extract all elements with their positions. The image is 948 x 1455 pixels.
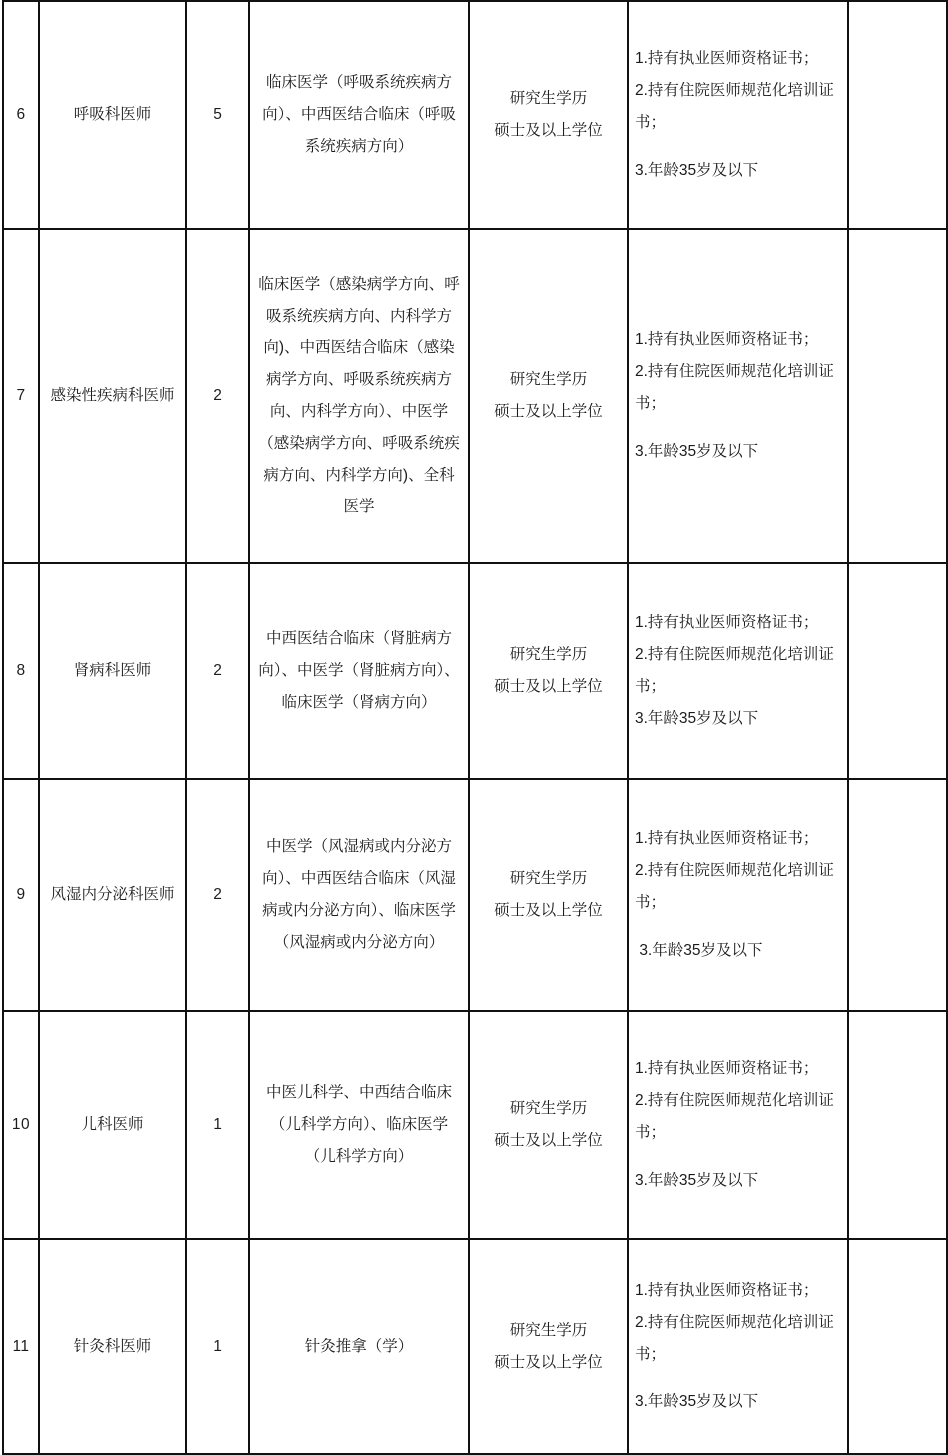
table-row xyxy=(3,1239,947,1454)
condition-item-1: 1.持有执业医师资格证书； xyxy=(635,830,819,848)
table-row xyxy=(3,563,947,779)
position-count: 2 xyxy=(186,563,249,779)
remark xyxy=(848,229,947,563)
education-requirement: 研究生学历 硕士及以上学位 xyxy=(469,779,628,1011)
position-count: 2 xyxy=(186,779,249,1011)
condition-spacer xyxy=(635,1370,841,1386)
position-name: 儿科医师 xyxy=(39,1011,186,1239)
condition-item-2: 2.持有住院医师规范化培训证书； xyxy=(635,862,834,911)
condition-item-2: 2.持有住院医师规范化培训证书； xyxy=(635,363,834,412)
position-name: 感染性疾病科医师 xyxy=(39,229,186,563)
condition-item-1: 1.持有执业医师资格证书； xyxy=(635,1060,819,1078)
other-conditions xyxy=(628,1,848,229)
education-requirement: 研究生学历 硕士及以上学位 xyxy=(469,229,628,563)
remark xyxy=(848,1239,947,1454)
remark xyxy=(848,779,947,1011)
position-count: 1 xyxy=(186,1011,249,1239)
education-requirement: 研究生学历 硕士及以上学位 xyxy=(469,563,628,779)
major-requirement: 中西医结合临床（肾脏病方向）、中医学（肾脏病方向）、临床医学（肾病方向） xyxy=(249,563,469,779)
table-row xyxy=(3,229,947,563)
position-count: 5 xyxy=(186,1,249,229)
education-requirement: 研究生学历 硕士及以上学位 xyxy=(469,1011,628,1239)
row-number: 10 xyxy=(3,1011,39,1239)
other-conditions xyxy=(628,1011,848,1239)
condition-spacer xyxy=(635,1149,841,1165)
position-count: 1 xyxy=(186,1239,249,1454)
position-name: 呼吸科医师 xyxy=(39,1,186,229)
major-requirement: 中医学（风湿病或内分泌方向）、中西医结合临床（风湿病或内分泌方向）、临床医学（风湿病或内分泌方向） xyxy=(249,779,469,1011)
major-requirement: 临床医学（呼吸系统疾病方向）、中西医结合临床（呼吸系统疾病方向） xyxy=(249,1,469,229)
row-number: 7 xyxy=(3,229,39,563)
row-number: 9 xyxy=(3,779,39,1011)
condition-item-3: 3.年龄35岁及以下 xyxy=(635,709,759,727)
condition-item-1: 1.持有执业医师资格证书； xyxy=(635,614,819,632)
row-number: 6 xyxy=(3,1,39,229)
education-requirement: 研究生学历 硕士及以上学位 xyxy=(469,1,628,229)
position-name: 风湿内分泌科医师 xyxy=(39,779,186,1011)
row-number: 8 xyxy=(3,563,39,779)
condition-item-1: 1.持有执业医师资格证书； xyxy=(635,331,819,349)
row-number: 11 xyxy=(3,1239,39,1454)
condition-item-1: 1.持有执业医师资格证书； xyxy=(635,1281,819,1299)
remark xyxy=(848,1011,947,1239)
condition-item-3: 3.年龄35岁及以下 xyxy=(635,941,763,959)
condition-item-3: 3.年龄35岁及以下 xyxy=(635,1393,759,1411)
major-requirement: 针灸推拿（学） xyxy=(249,1239,469,1454)
remark xyxy=(848,1,947,229)
condition-item-2: 2.持有住院医师规范化培训证书； xyxy=(635,1092,834,1141)
condition-spacer xyxy=(635,919,841,935)
table-row xyxy=(3,1011,947,1239)
major-requirement: 临床医学（感染病学方向、呼吸系统疾病方向、内科学方向)、中西医结合临床（感染病学方向、呼吸系统疾病方向、内科学方向）、中医学（感染病学方向、呼吸系统疾病方向、内科学方向)、全科医学 xyxy=(249,229,469,563)
condition-item-2: 2.持有住院医师规范化培训证书； xyxy=(635,646,834,695)
condition-item-3: 3.年龄35岁及以下 xyxy=(635,1171,759,1189)
condition-item-3: 3.年龄35岁及以下 xyxy=(635,161,759,179)
condition-item-3: 3.年龄35岁及以下 xyxy=(635,442,759,460)
table-row xyxy=(3,1,947,229)
condition-item-1: 1.持有执业医师资格证书； xyxy=(635,50,819,68)
condition-item-2: 2.持有住院医师规范化培训证书； xyxy=(635,82,834,131)
other-conditions xyxy=(628,1239,848,1454)
major-requirement: 中医儿科学、中西结合临床（儿科学方向）、临床医学（儿科学方向） xyxy=(249,1011,469,1239)
condition-item-2: 2.持有住院医师规范化培训证书； xyxy=(635,1313,834,1363)
position-name: 肾病科医师 xyxy=(39,563,186,779)
condition-spacer xyxy=(635,420,841,436)
table-row xyxy=(3,779,947,1011)
other-conditions xyxy=(628,779,848,1011)
condition-spacer xyxy=(635,139,841,155)
position-count: 2 xyxy=(186,229,249,563)
position-name: 针灸科医师 xyxy=(39,1239,186,1454)
recruitment-position-table xyxy=(2,0,948,1455)
remark xyxy=(848,563,947,779)
education-requirement: 研究生学历 硕士及以上学位 xyxy=(469,1239,628,1454)
other-conditions xyxy=(628,229,848,563)
other-conditions xyxy=(628,563,848,779)
